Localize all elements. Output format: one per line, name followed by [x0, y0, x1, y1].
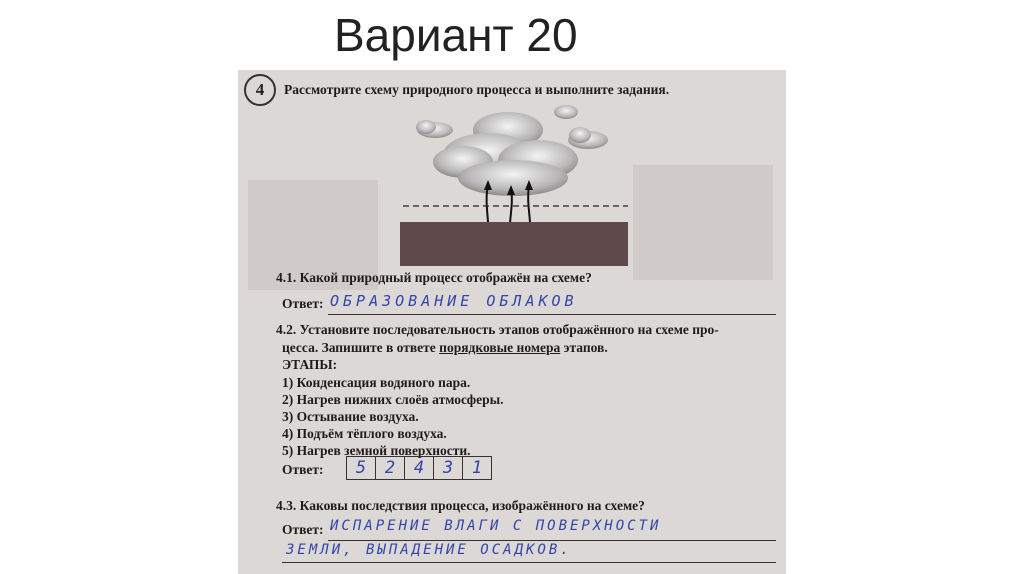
- stage-4: 4) Подъём тёплого воздуха.: [282, 426, 447, 441]
- answer-digit-3: 4: [405, 457, 434, 479]
- answer-4-1: ОБРАЗОВАНИЕ ОБЛАКОВ: [330, 292, 578, 310]
- question-4-1: 4.1. Какой природный процесс отображён на схеме?: [276, 270, 592, 285]
- small-cloud-left: [416, 120, 453, 138]
- answer-boxes-4-2: [346, 456, 492, 480]
- answer-label-4-2: Ответ:: [282, 462, 324, 477]
- slide-title: Вариант 20: [334, 9, 578, 61]
- answer-line-4-1: [328, 314, 776, 315]
- answer-digit-4: 3: [434, 457, 463, 479]
- question-4-2-line2: [282, 340, 608, 356]
- answer-digit-1: 5: [347, 457, 376, 479]
- stage-3: 3) Остывание воздуха.: [282, 409, 419, 424]
- answer-4-3-line1: ИСПАРЕНИЕ ВЛАГИ С ПОВЕРХНОСТИ: [330, 518, 662, 534]
- small-cloud-right: [554, 105, 608, 149]
- stage-1: 1) Конденсация водяного пара.: [282, 375, 471, 390]
- question-4-2-line2-a: цесса. Запишите в ответе: [282, 340, 440, 355]
- stage-5: 5) Нагрев земной поверхности.: [282, 443, 471, 458]
- question-4-2-line1: 4.2. Установите последовательность этапов отображённого на схеме про-: [276, 322, 719, 337]
- stage-2: 2) Нагрев нижних слоёв атмосферы.: [282, 392, 504, 407]
- answer-line-4-3a: [328, 540, 776, 541]
- stages-label: ЭТАПЫ:: [282, 357, 338, 372]
- ground-surface: [400, 222, 628, 266]
- question-4-2-emphasis: порядковые номера: [439, 340, 561, 355]
- answer-digit-5: 1: [471, 458, 483, 478]
- answer-label-4-1: Ответ:: [282, 296, 324, 311]
- answer-4-3-line2: ЗЕМЛИ, ВЫПАДЕНИЕ ОСАДКОВ.: [286, 542, 572, 558]
- task-heading: Рассмотрите схему природного процесса и выполните задания.: [284, 82, 670, 97]
- task-number: 4: [244, 74, 276, 106]
- question-4-2-line2-c: этапов.: [560, 340, 608, 355]
- question-4-3: 4.3. Каковы последствия процесса, изображённого на схеме?: [276, 498, 645, 513]
- answer-label-4-3: Ответ:: [282, 522, 324, 537]
- answer-digit-2: 2: [376, 457, 405, 479]
- main-cloud: [433, 112, 578, 196]
- answer-line-4-3b: [282, 562, 776, 563]
- scanned-page: [238, 70, 786, 574]
